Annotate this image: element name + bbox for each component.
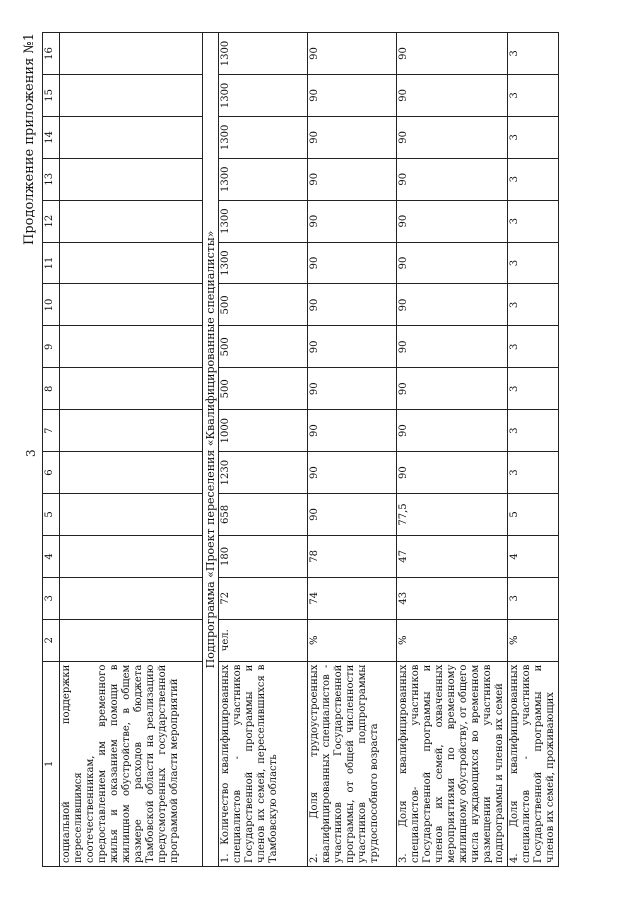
value-cell: 90 — [308, 368, 397, 410]
column-number: 10 — [43, 284, 60, 326]
value-cell: 3 — [508, 368, 559, 410]
value-cell — [60, 116, 203, 158]
table-row — [508, 33, 559, 867]
value-cell: 90 — [308, 452, 397, 494]
column-number-row — [43, 33, 60, 867]
column-number: 4 — [43, 535, 60, 577]
value-cell: 90 — [397, 284, 508, 326]
value-cell: 1300 — [219, 200, 308, 242]
value-cell — [60, 410, 203, 452]
value-cell: 3 — [508, 200, 559, 242]
value-cell: 90 — [397, 326, 508, 368]
value-cell: 3 — [508, 577, 559, 619]
column-number: 3 — [43, 577, 60, 619]
value-cell: 3 — [508, 242, 559, 284]
subprogram-row — [203, 33, 219, 867]
value-cell — [60, 494, 203, 536]
indicator-unit: % — [508, 619, 559, 661]
value-cell: 500 — [219, 284, 308, 326]
value-cell: 500 — [219, 368, 308, 410]
value-cell: 90 — [397, 410, 508, 452]
value-cell: 43 — [397, 577, 508, 619]
value-cell: 3 — [508, 284, 559, 326]
column-number: 9 — [43, 326, 60, 368]
continuation-title: Продолжение приложения №1 — [22, 33, 37, 246]
column-number: 2 — [43, 619, 60, 661]
indicators-table — [42, 32, 559, 867]
value-cell: 90 — [308, 33, 397, 75]
table-row — [308, 33, 397, 867]
value-cell: 1300 — [219, 242, 308, 284]
value-cell — [60, 577, 203, 619]
value-cell: 72 — [219, 577, 308, 619]
value-cell: 3 — [508, 326, 559, 368]
value-cell: 90 — [397, 158, 508, 200]
value-cell — [60, 74, 203, 116]
subprogram-title: Подпрограмма «Проект переселения «Квалифицированные специалисты» — [203, 33, 219, 867]
column-number: 13 — [43, 158, 60, 200]
value-cell: 90 — [308, 410, 397, 452]
indicator-unit: % — [308, 619, 397, 661]
value-cell: 90 — [397, 200, 508, 242]
value-cell: 1000 — [219, 410, 308, 452]
value-cell: 90 — [308, 326, 397, 368]
table-row — [219, 33, 308, 867]
value-cell: 1300 — [219, 74, 308, 116]
value-cell — [60, 535, 203, 577]
rotated-landscape-page — [20, 27, 620, 877]
value-cell: 47 — [397, 535, 508, 577]
value-cell: 90 — [397, 116, 508, 158]
indicator-name: 4. Доля квалифицированных специалистов - участников Государственной программы и членов их семей, проживающих — [508, 661, 559, 866]
value-cell: 500 — [219, 326, 308, 368]
value-cell — [60, 452, 203, 494]
value-cell: 90 — [308, 74, 397, 116]
value-cell: 1300 — [219, 33, 308, 75]
column-number: 15 — [43, 74, 60, 116]
page-number: 3 — [24, 449, 38, 457]
value-cell: 3 — [508, 410, 559, 452]
value-cell: 1300 — [219, 158, 308, 200]
indicator-unit: чел. — [219, 619, 308, 661]
value-cell: 3 — [508, 33, 559, 75]
value-cell: 3 — [508, 116, 559, 158]
value-cell — [60, 158, 203, 200]
value-cell: 90 — [308, 116, 397, 158]
table-row — [397, 33, 508, 867]
value-cell: 90 — [308, 242, 397, 284]
value-cell — [60, 284, 203, 326]
value-cell: 74 — [308, 577, 397, 619]
value-cell: 1230 — [219, 452, 308, 494]
column-number: 5 — [43, 494, 60, 536]
value-cell: 90 — [308, 494, 397, 536]
table-row — [60, 33, 203, 867]
value-cell: 90 — [397, 74, 508, 116]
value-cell — [60, 242, 203, 284]
indicator-name: 1. Количество квалифицированных специалистов - участников Государственной программы и членов их семей, переселившихся в Тамбовскую область — [219, 661, 308, 866]
column-number: 11 — [43, 242, 60, 284]
value-cell: 3 — [508, 158, 559, 200]
indicator-unit: % — [397, 619, 508, 661]
value-cell: 1300 — [219, 116, 308, 158]
column-number: 16 — [43, 33, 60, 75]
column-number: 14 — [43, 116, 60, 158]
value-cell: 5 — [508, 494, 559, 536]
indicator-name: социальной поддержки переселившимся соотечественникам, предоставлением им временного жилья и оказанием помощи в жилищном обустройстве, в общем размере расходов бюджета Тамбовской области на реализацию предусмотренных государственной программой области мероприятий — [60, 661, 203, 866]
indicator-name: 3. Доля квалифицированных специалистов- участников Государственной программы и членов их семей, охваченных мероприятиями по временному жилищному обустройству, от общего числа нуждающихся во временном размещении участников подпрограммы и членов их семей — [397, 661, 508, 866]
value-cell — [60, 200, 203, 242]
indicator-name: 2. Доля трудоустроенных квалифицированных специалистов - участников Государственной программы, от общей численности участников подпрограммы трудоспособного возраста — [308, 661, 397, 866]
indicator-unit — [60, 619, 203, 661]
value-cell: 658 — [219, 494, 308, 536]
value-cell: 3 — [508, 452, 559, 494]
value-cell: 3 — [508, 74, 559, 116]
value-cell: 90 — [397, 368, 508, 410]
column-number: 7 — [43, 410, 60, 452]
value-cell — [60, 33, 203, 75]
value-cell: 180 — [219, 535, 308, 577]
column-number: 1 — [43, 661, 60, 866]
value-cell: 90 — [397, 452, 508, 494]
column-number: 6 — [43, 452, 60, 494]
value-cell: 4 — [508, 535, 559, 577]
value-cell: 90 — [308, 158, 397, 200]
value-cell: 77,5 — [397, 494, 508, 536]
column-number: 8 — [43, 368, 60, 410]
column-number: 12 — [43, 200, 60, 242]
value-cell: 90 — [397, 242, 508, 284]
value-cell — [60, 368, 203, 410]
value-cell: 90 — [397, 33, 508, 75]
value-cell: 90 — [308, 284, 397, 326]
value-cell: 78 — [308, 535, 397, 577]
value-cell — [60, 326, 203, 368]
value-cell: 90 — [308, 200, 397, 242]
